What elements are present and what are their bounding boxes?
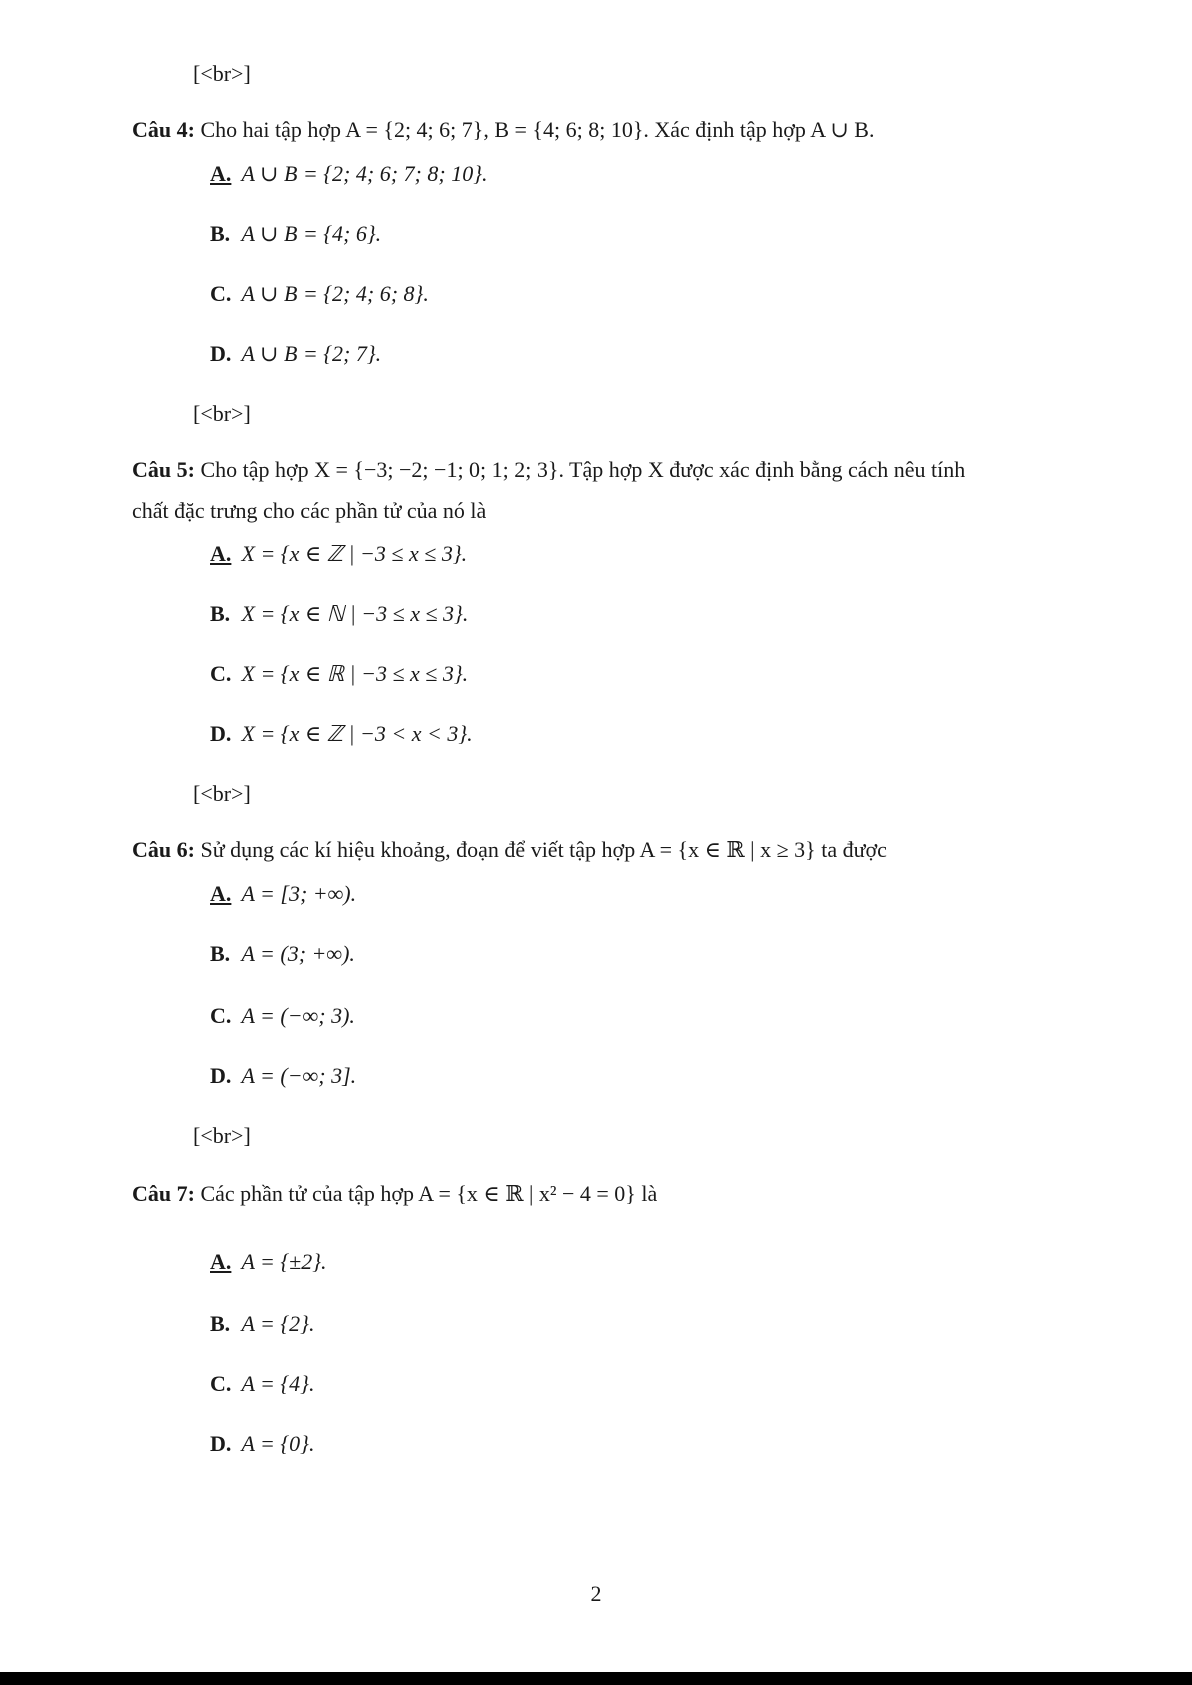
separator: [<br>] — [193, 61, 251, 86]
option-text: A ∪ B = {2; 4; 6; 7; 8; 10}. — [241, 161, 488, 186]
option-d — [210, 1062, 356, 1090]
option-text: A ∪ B = {2; 4; 6; 8}. — [241, 281, 429, 306]
option-a — [210, 160, 488, 188]
separator: [<br>] — [193, 401, 251, 426]
question-6 — [132, 836, 887, 864]
option-label: A. — [210, 881, 232, 906]
option-text: X = {x ∈ ℤ | −3 ≤ x ≤ 3}. — [241, 541, 468, 566]
option-label: C. — [210, 661, 232, 686]
question-text: Sử dụng các kí hiệu khoảng, đoạn để viết tập hợp A = {x ∈ ℝ | x ≥ 3} ta được — [200, 837, 887, 862]
option-text: A = (3; +∞). — [241, 941, 355, 966]
option-c — [210, 280, 429, 308]
option-text: X = {x ∈ ℕ | −3 ≤ x ≤ 3}. — [241, 601, 469, 626]
option-label: B. — [210, 601, 231, 626]
option-text: X = {x ∈ ℤ | −3 < x < 3}. — [241, 721, 473, 746]
question-number: Câu 4: — [132, 117, 195, 142]
question-text: Cho hai tập hợp A = {2; 4; 6; 7}, B = {4; 6; 8; 10}. Xác định tập hợp A ∪ B. — [200, 117, 875, 142]
question-7 — [132, 1180, 657, 1208]
option-b — [210, 940, 355, 968]
option-label: C. — [210, 1003, 232, 1028]
option-d — [210, 720, 473, 748]
option-text: A = (−∞; 3]. — [241, 1063, 357, 1088]
question-number: Câu 5: — [132, 457, 195, 482]
option-b — [210, 220, 381, 248]
page-number: 2 — [590, 1581, 602, 1606]
option-text: A = [3; +∞). — [241, 881, 357, 906]
option-label: A. — [210, 161, 232, 186]
scan-border — [0, 1672, 1192, 1685]
question-5 — [132, 456, 965, 484]
option-label: D. — [210, 341, 232, 366]
question-4 — [132, 116, 874, 144]
option-c — [210, 1002, 355, 1030]
option-label: D. — [210, 721, 232, 746]
separator: [<br>] — [193, 781, 251, 806]
option-label: B. — [210, 221, 231, 246]
option-label: A. — [210, 541, 232, 566]
option-label: A. — [210, 1249, 232, 1274]
option-text: A = {±2}. — [241, 1249, 327, 1274]
option-label: D. — [210, 1063, 232, 1088]
option-label: C. — [210, 281, 232, 306]
option-label: B. — [210, 1311, 231, 1336]
option-label: B. — [210, 941, 231, 966]
question-number: Câu 7: — [132, 1181, 195, 1206]
option-text: A = {4}. — [241, 1371, 315, 1396]
option-b — [210, 1310, 314, 1338]
option-label: D. — [210, 1431, 232, 1456]
option-text: X = {x ∈ ℝ | −3 ≤ x ≤ 3}. — [241, 661, 469, 686]
option-a — [210, 880, 356, 908]
option-text: A = {2}. — [241, 1311, 315, 1336]
option-text: A = (−∞; 3). — [241, 1003, 355, 1028]
question-number: Câu 6: — [132, 837, 195, 862]
option-text: A = {0}. — [241, 1431, 315, 1456]
option-a — [210, 540, 467, 568]
separator: [<br>] — [193, 1123, 251, 1148]
question-text: Cho tập hợp X = {−3; −2; −1; 0; 1; 2; 3}. Tập hợp X được xác định bằng cách nêu tính — [200, 457, 966, 482]
option-text: A ∪ B = {4; 6}. — [241, 221, 382, 246]
question-text-continued: chất đặc trưng cho các phần tử của nó là — [132, 498, 487, 523]
option-a — [210, 1248, 327, 1276]
option-c — [210, 1370, 314, 1398]
option-b — [210, 600, 468, 628]
question-text: Các phần tử của tập hợp A = {x ∈ ℝ | x² − 4 = 0} là — [200, 1181, 658, 1206]
option-d — [210, 1430, 314, 1458]
option-c — [210, 660, 468, 688]
option-d — [210, 340, 381, 368]
option-label: C. — [210, 1371, 232, 1396]
option-text: A ∪ B = {2; 7}. — [241, 341, 382, 366]
